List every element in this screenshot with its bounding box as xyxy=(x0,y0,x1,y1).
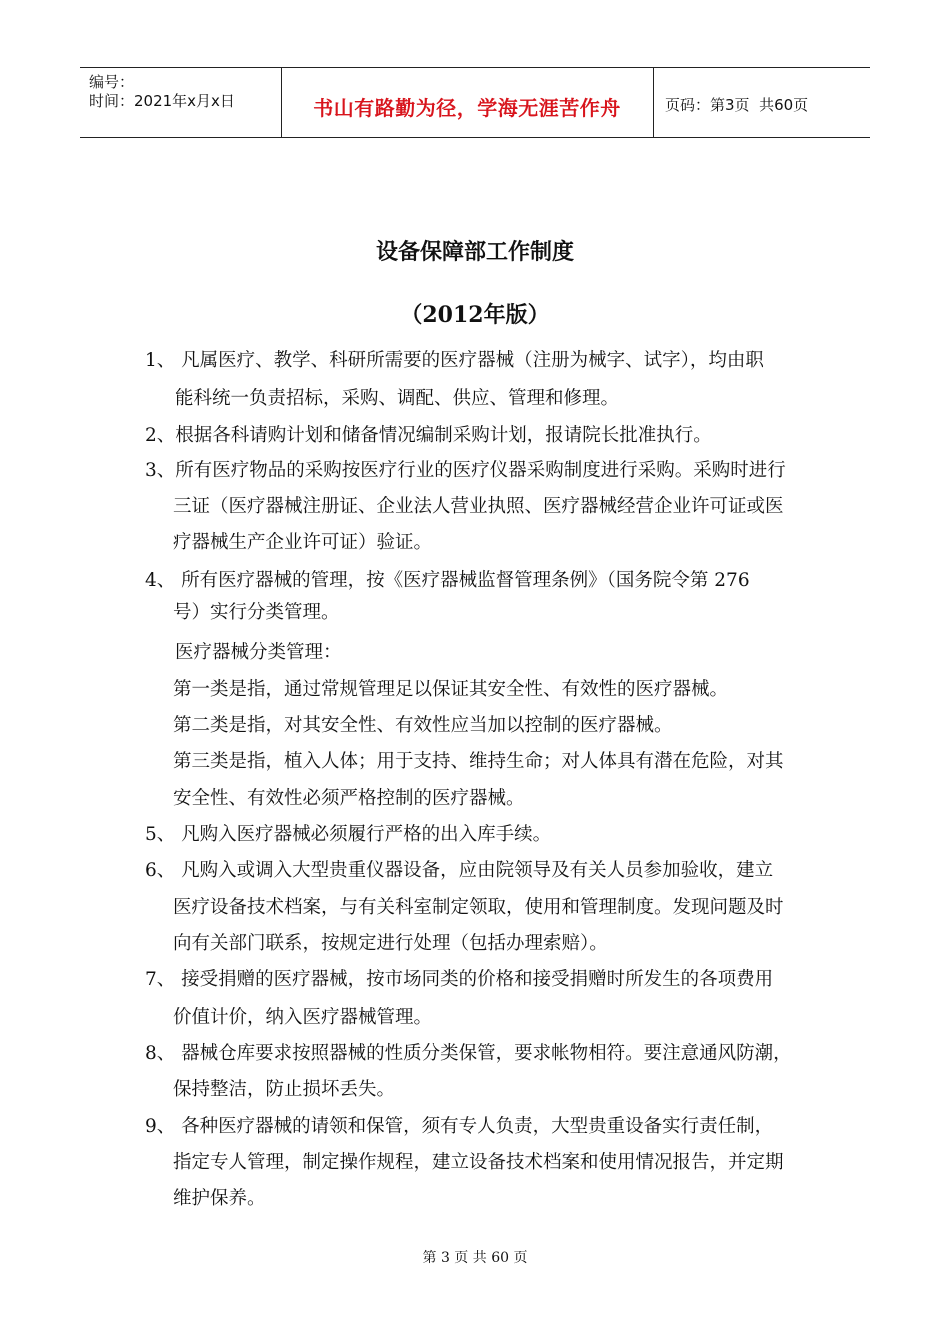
document-code-label: 编号： xyxy=(89,73,135,91)
body-line: 第一类是指，通过常规管理足以保证其安全性、有效性的医疗器械。 xyxy=(173,679,729,700)
body-line: 维护保养。 xyxy=(173,1188,266,1209)
body-line: 疗器械生产企业许可证）验证。 xyxy=(173,532,433,553)
body-line: 保持整洁，防止损坏丢失。 xyxy=(173,1079,396,1100)
body-line: 5、 凡购入医疗器械必须履行严格的出入库手续。 xyxy=(145,824,552,845)
body-line: 7、 接受捐赠的医疗器械，按市场同类的价格和接受捐赠时所发生的各项费用 xyxy=(145,969,774,990)
body-line: 医疗设备技术档案，与有关科室制定领取，使用和管理制度。发现问题及时 xyxy=(173,897,784,918)
body-line: 能科统一负责招标，采购、调配、供应、管理和修理。 xyxy=(175,388,620,409)
body-line: 向有关部门联系，按规定进行处理（包括办理索赔）。 xyxy=(173,933,608,954)
page-footer: 第 3 页 共 60 页 xyxy=(422,1250,528,1266)
body-line: 医疗器械分类管理： xyxy=(175,642,342,663)
motto-text: 书山有路勤为径，学海无涯苦作舟 xyxy=(313,96,621,120)
body-line: 号）实行分类管理。 xyxy=(173,602,340,623)
header-motto-cell xyxy=(281,68,654,137)
header-page-cell xyxy=(653,68,870,137)
body-line: 2、根据各科请购计划和储备情况编制采购计划，报请院长批准执行。 xyxy=(145,425,712,446)
header-page-info: 页码：第3页 共60页 xyxy=(665,96,809,114)
document-time-label: 时间：2021年x月x日 xyxy=(89,92,235,110)
body-line: 8、 器械仓库要求按照器械的性质分类保管，要求帐物相符。要注意通风防潮， xyxy=(145,1043,792,1064)
body-line: 3、所有医疗物品的采购按医疗行业的医疗仪器采购制度进行采购。采购时进行 xyxy=(145,460,786,481)
body-line: 安全性、有效性必须严格控制的医疗器械。 xyxy=(173,788,525,809)
body-line: 4、 所有医疗器械的管理，按《医疗器械监督管理条例》（国务院令第 276 xyxy=(145,570,750,591)
body-line: 第二类是指，对其安全性、有效性应当加以控制的医疗器械。 xyxy=(173,715,673,736)
header-table xyxy=(80,67,870,138)
body-line: 价值计价，纳入医疗器械管理。 xyxy=(173,1007,433,1028)
body-line: 6、 凡购入或调入大型贵重仪器设备，应由院领导及有关人员参加验收，建立 xyxy=(145,860,774,881)
body-line: 三证（医疗器械注册证、企业法人营业执照、医疗器械经营企业许可证或医 xyxy=(173,496,784,517)
body-line: 指定专人管理，制定操作规程，建立设备技术档案和使用情况报告，并定期 xyxy=(173,1152,784,1173)
body-line: 9、 各种医疗器械的请领和保管，须有专人负责，大型贵重设备实行责任制， xyxy=(145,1116,774,1137)
document-title: 设备保障部工作制度 xyxy=(375,239,574,265)
header-info-cell xyxy=(80,68,282,137)
document-subtitle: （2012年版） xyxy=(400,302,550,328)
body-line: 第三类是指，植入人体；用于支持、维持生命；对人体具有潜在危险，对其 xyxy=(173,751,784,772)
body-line: 1、 凡属医疗、教学、科研所需要的医疗器械（注册为械字、试字），均由职 xyxy=(145,350,764,371)
